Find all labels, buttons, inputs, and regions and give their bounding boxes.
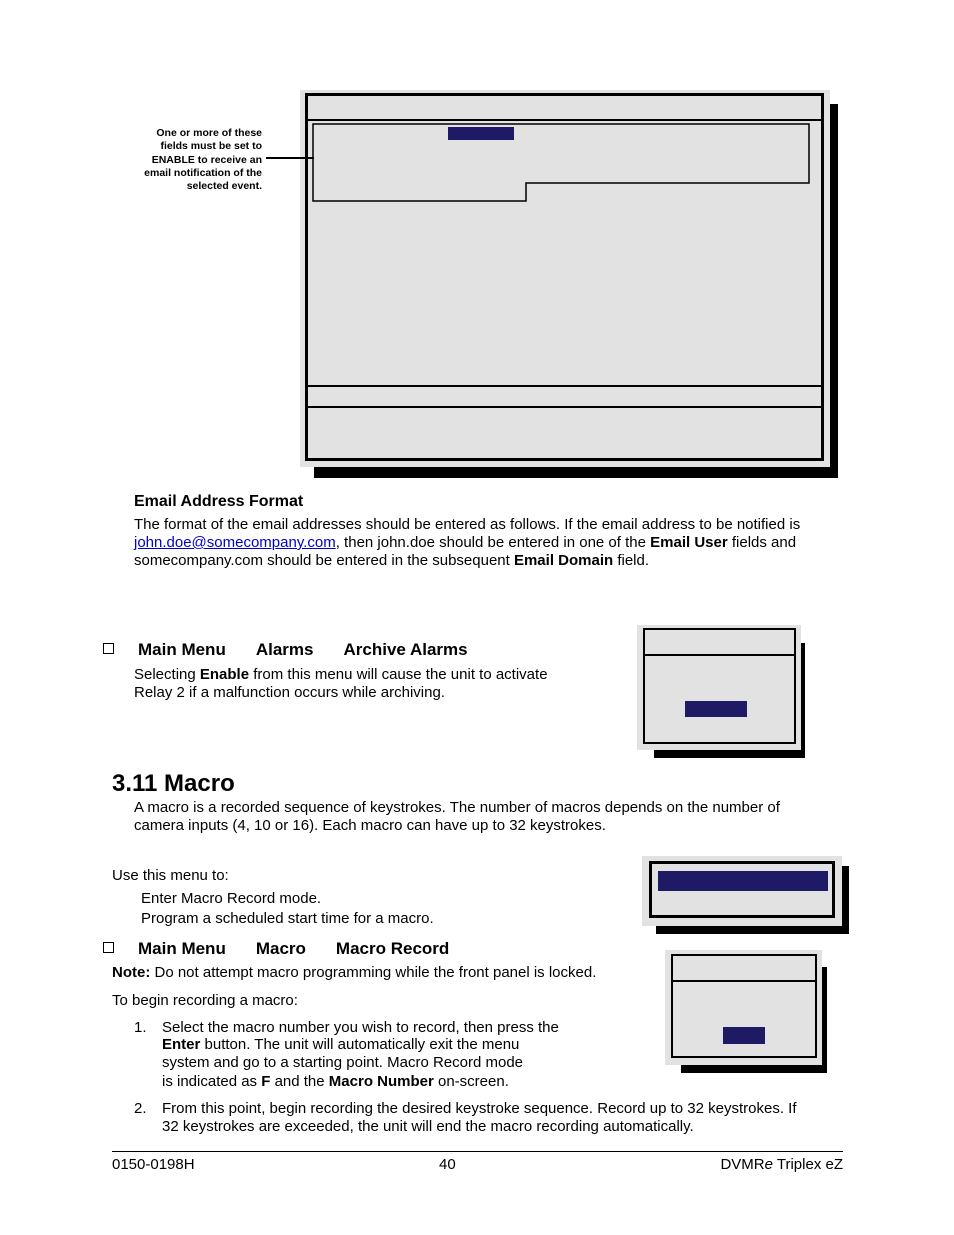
archive-alarms-line1 [134, 666, 548, 684]
macro-record-menu-figure [665, 950, 829, 1074]
step1-text: on-screen. [433, 1073, 509, 1090]
note-label: Note: [112, 964, 151, 981]
email-format-line2 [134, 534, 796, 552]
archive-text: from this menu will cause the unit to activate [249, 666, 548, 683]
macro-number-term: Macro Number [328, 1073, 434, 1090]
crumb-main-menu: Main Menu [138, 640, 226, 659]
archive-text: Selecting [134, 666, 200, 683]
email-format-text: , then john.doe should be entered in one of the [335, 534, 651, 551]
selected-field-highlight[interactable] [448, 127, 514, 140]
archive-alarms-menu-figure [637, 625, 807, 759]
email-format-heading: Email Address Format [134, 493, 304, 510]
to-begin-label: To begin recording a macro: [112, 992, 298, 1009]
example-email-link[interactable]: john.doe@somecompany.com [134, 534, 336, 551]
note-text: Do not attempt macro programming while the front panel is locked. [150, 964, 597, 981]
email-format-line1: The format of the email addresses should be entered as follows. If the email address to be notified is [134, 516, 801, 533]
macro-menu-figure [642, 856, 850, 936]
macro-intro-line1: A macro is a recorded sequence of keystrokes. The number of macros depends on the number of [134, 799, 780, 816]
email-format-text: field. [613, 552, 650, 569]
use-item-schedule: Program a scheduled start time for a macro. [141, 910, 434, 927]
step1-text: is indicated as [162, 1073, 262, 1090]
email-format-line3 [134, 552, 649, 570]
product-text: Triplex eZ [772, 1156, 843, 1173]
step1-line4 [162, 1073, 509, 1091]
crumb-macro: Macro [255, 939, 306, 958]
email-format-text: fields and [727, 534, 797, 551]
step1-line3: system and go to a starting point. Macro Record mode [162, 1054, 524, 1071]
email-menu-figure [300, 90, 838, 480]
use-item-record-mode: Enter Macro Record mode. [141, 890, 322, 907]
f-indicator-term: F [261, 1073, 271, 1090]
menu-footer-divider [308, 385, 821, 387]
email-domain-term: Email Domain [513, 552, 614, 569]
crumb-main-menu: Main Menu [138, 939, 226, 958]
footer-page-number: 40 [439, 1156, 456, 1173]
macro-intro-line2: camera inputs (4, 10 or 16). Each macro can have up to 32 keystrokes. [134, 817, 606, 834]
menu-title-divider [673, 980, 815, 982]
enter-term: Enter [162, 1036, 201, 1053]
crumb-archive-alarms: Archive Alarms [343, 640, 468, 659]
enable-option-highlight[interactable] [685, 701, 747, 717]
footer-rule [112, 1151, 843, 1152]
step2-line2: 32 keystrokes are exceeded, the unit will end the macro recording automatically. [162, 1118, 694, 1135]
archive-alarms-breadcrumb [103, 640, 468, 660]
macro-record-breadcrumb [103, 939, 449, 959]
annotation-leader-line [266, 157, 314, 159]
macro-number-highlight[interactable] [723, 1027, 765, 1044]
archive-alarms-line2: Relay 2 if a malfunction occurs while archiving. [134, 684, 445, 701]
crumb-alarms: Alarms [255, 640, 314, 659]
step2-line1: From this point, begin recording the desired keystroke sequence. Record up to 32 keystrokes. If [162, 1100, 797, 1117]
step1-text: button. The unit will automatically exit the menu [200, 1036, 520, 1053]
menu-frame [643, 628, 796, 744]
product-text-italic: e [764, 1156, 773, 1173]
step1-number: 1. [134, 1019, 147, 1036]
email-user-term: Email User [650, 534, 728, 551]
step2-number: 2. [134, 1100, 147, 1117]
footer-product-name [700, 1156, 843, 1174]
enable-term: Enable [199, 666, 250, 683]
product-text: DVMR [720, 1156, 765, 1173]
step1-line2 [162, 1036, 519, 1054]
email-format-text: somecompany.com should be entered in the subsequent [134, 552, 514, 569]
footer-doc-number: 0150-0198H [112, 1156, 195, 1173]
menu-title-divider [308, 119, 821, 121]
checkbox-bullet-icon [103, 643, 114, 654]
annotation-text: One or more of these fields must be set to ENABLE to receive an email notification of the selected event. [144, 127, 262, 193]
macro-note [112, 964, 596, 982]
menu-title-divider [645, 654, 794, 656]
notification-fields-box [312, 123, 810, 202]
step1-text: and the [270, 1073, 329, 1090]
use-menu-label: Use this menu to: [112, 867, 229, 884]
checkbox-bullet-icon [103, 942, 114, 953]
macro-section-heading: 3.11 Macro [112, 770, 235, 797]
macro-record-option-highlight[interactable] [658, 871, 828, 891]
crumb-macro-record: Macro Record [335, 939, 450, 958]
step1-line1: Select the macro number you wish to record, then press the [162, 1019, 559, 1036]
menu-footer-divider-2 [308, 406, 821, 408]
